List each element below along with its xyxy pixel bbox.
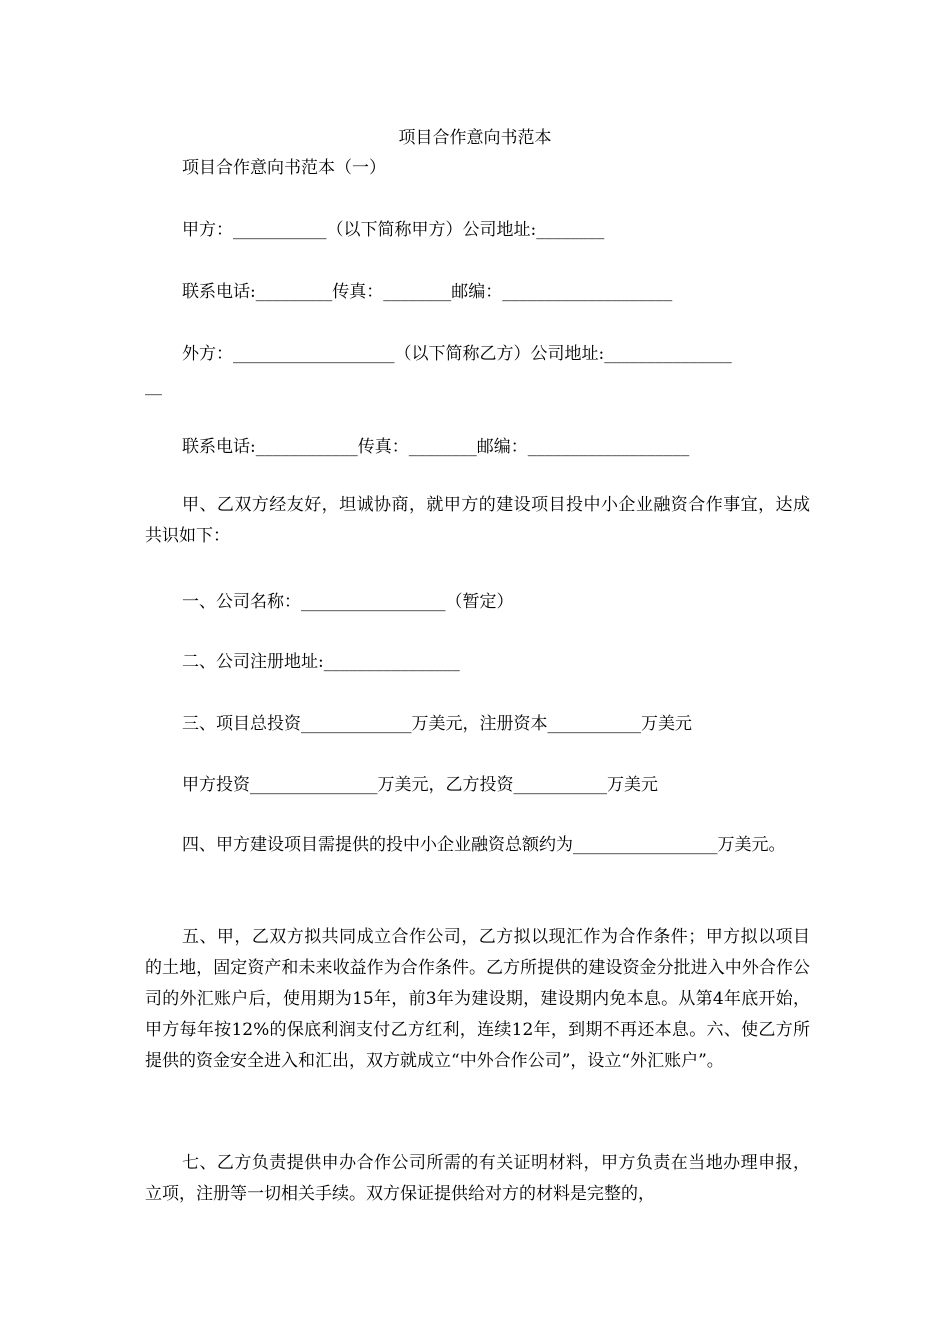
document-subtitle: 项目合作意向书范本（一） [182, 158, 386, 178]
item-total-investment: 三、项目总投资_____________万美元，注册资本___________万美元 [182, 714, 692, 734]
party-a-line: 甲方：___________（以下简称甲方）公司地址:________ [182, 220, 605, 240]
item-party-investment: 甲方投资_______________万美元，乙方投资___________万美元 [182, 775, 658, 795]
item-company-name: 一、公司名称：_________________（暂定） [182, 592, 514, 612]
intro-paragraph: 甲、乙双方经友好，坦诚协商，就甲方的建设项目投中小企业融资合作事宜，达成共识如下： [145, 495, 810, 546]
party-b-contact: 联系电话:____________传真：________邮编：___________________ [182, 437, 690, 457]
item-financing-amount: 四、甲方建设项目需提供的投中小企业融资总额约为_________________万美元。 [182, 835, 786, 855]
party-a-contact: 联系电话:_________传真：________邮编：____________________ [182, 282, 673, 302]
item-registered-address: 二、公司注册地址:________________ [182, 652, 460, 672]
document-title: 项目合作意向书范本 [398, 128, 552, 148]
party-b-line: 外方：___________________（以下简称乙方）公司地址:_______________ [182, 344, 732, 364]
item-responsibilities: 七、乙方负责提供申办合作公司所需的有关证明材料，甲方负责在当地办理申报，立项，注册等一切相关手续。双方保证提供给对方的材料是完整的， [145, 1153, 810, 1204]
item-cooperation-terms: 五、甲，乙双方拟共同成立合作公司，乙方拟以现汇作为合作条件；甲方拟以项目的土地，固定资产和未来收益作为合作条件。乙方所提供的建设资金分批进入中外合作公司的外汇账户后，使用期为15年，前3年为建设期，建设期内免本息。从第4年底开始，甲方每年按12%的保底利润支付乙方红利，连续12年，到期不再还本息。六、使乙方所提供的资金安全进入和汇出，双方就成立“中外合作公司”，设立“外汇账户”。 [145, 927, 810, 1071]
party-b-line-overflow: __ [145, 376, 162, 396]
